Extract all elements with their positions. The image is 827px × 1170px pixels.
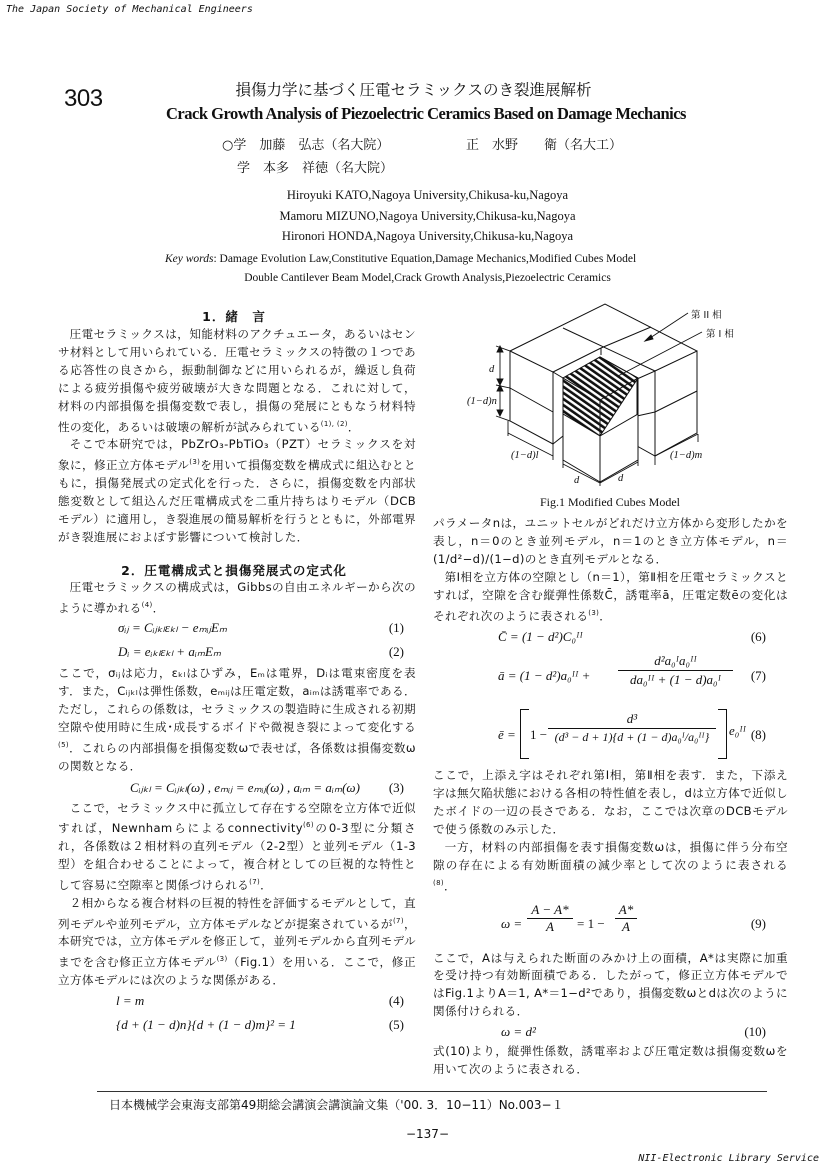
paragraph-connectivity: ここで，セラミックス中に孤立して存在する空隙を立方体で近似すれば，Newnhamらによるconnectivity$^{(6)}$の0-3型に分類され，各係数は２相材料の直列モデル（2-2型）と並列モデル（1-3型）を組合わせることによって，複合材としての巨視的な特性として容易に空隙率と関係づけられる$^{(7)}$． <box>58 800 416 892</box>
equation-9-numerator-2: A* <box>615 902 637 919</box>
equation-4: l = m <box>116 993 145 1009</box>
equation-9-lhs: ω = <box>501 915 523 931</box>
author-kato: ○学 加藤 弘志（名大院） <box>222 138 390 153</box>
equation-6-row <box>433 625 788 653</box>
citation: (7) <box>249 878 261 887</box>
paragraph-text: （Fig.1）を用いる．ここで，修正立方体モデルには次のような関係がある． <box>58 955 416 988</box>
label-dim-d-vertical: d <box>489 364 495 375</box>
citation: (5) <box>58 740 69 749</box>
paragraph-text: そこで本研究では，PbZrO₃-PbTiO₃（PZT）セラミックスを対象に，修正立方体モデル <box>58 437 416 473</box>
equation-2: Dᵢ = eᵢₖₗεₖₗ + aᵢₘEₘ <box>118 644 222 660</box>
author-mizuno: 正 水野 衛（名大工） <box>466 138 623 153</box>
paragraph-phases: 第Ⅰ相を立方体の空隙とし（n＝1），第Ⅱ相を圧電セラミックスとすれば，空隙を含む縦弾性係数C̄，誘電率ā，圧電定数ēの変化はそれぞれ次のように表される$^{(3)}$． <box>433 569 788 623</box>
paragraph-modified-cubes <box>58 895 416 990</box>
equation-1-number: (1) <box>388 620 404 636</box>
equation-10-row <box>433 1021 788 1043</box>
section-2-heading: 2．圧電構成式と損傷発展式の定式化 <box>121 562 347 578</box>
label-dim-l: (1−d)l <box>511 450 539 461</box>
equation-3-row <box>58 776 416 800</box>
citation: (4) <box>141 600 153 609</box>
equation-8-one: 1 − <box>530 727 548 743</box>
equation-9-denominator-1: A <box>546 918 554 934</box>
equation-9-row <box>433 900 788 950</box>
affiliation-kato: Hiroyuki KATO,Nagoya University,Chikusa-ku,Nagoya <box>286 188 569 202</box>
left-column <box>58 307 416 1038</box>
citation: (3) <box>588 608 600 617</box>
section-1-heading: 1．緒 言 <box>202 309 266 324</box>
equation-9-mid: = 1 − <box>577 915 605 931</box>
keywords-line2: Double Cantilever Beam Model,Crack Growth Analysis,Piezoelectric Ceramics <box>244 272 611 284</box>
paragraph-superscripts: ここで，上添え字はそれぞれ第Ⅰ相，第Ⅱ相を表す．また，下添え字は無欠陥状態における各相の特性値を表し，dは立方体で近似したボイドの一辺の長さである．なお，ここでは次章のDCBモデルで使う係数のみ示した． <box>433 768 788 837</box>
keywords-line1 <box>165 253 636 265</box>
equation-2-number: (2) <box>388 644 404 660</box>
label-dim-d-right: d <box>618 473 624 484</box>
equation-7-numerator: d²a₀ᴵa₀ᴵᴵ <box>618 653 733 671</box>
affiliation-honda: Hironori HONDA,Nagoya University,Chikusa-ku,Nagoya <box>281 229 574 243</box>
citation: (8) <box>433 878 444 887</box>
modified-cubes-figure <box>430 290 800 515</box>
author-honda: 学 本多 祥徳（名大院） <box>237 161 394 176</box>
library-service-footer: NII-Electronic Library Service <box>638 1153 819 1164</box>
paragraph-damage-variable: 一方，材料の内部損傷を表す損傷変数ωは，損傷に伴う分布空隙の存在による有効断面積の減少率として次のように表される$^{(8)}$． <box>433 839 788 893</box>
affiliations <box>0 185 827 247</box>
label-dim-d-left: d <box>574 475 580 486</box>
affiliation-mizuno: Mamoru MIZUNO,Nagoya University,Chikusa-ku,Nagoya <box>279 208 576 223</box>
equation-4-number: (4) <box>388 993 404 1009</box>
paragraph-text: 第Ⅰ相を立方体の空隙とし（n＝1），第Ⅱ相を圧電セラミックスとすれば，空隙を含む縦弾性係数C̄，誘電率ā，圧電定数ēの変化はそれぞれ次のように表される <box>433 569 788 623</box>
title-english: Crack Growth Analysis of Piezoelectric Ceramics Based on Damage Mechanics <box>166 104 686 123</box>
equation-9-fraction-2 <box>615 902 637 935</box>
paper-number: 303 <box>64 85 103 112</box>
label-phase-1: 第 I 相 <box>706 329 734 340</box>
paragraph-text: ，本研究では，立方体モデルを修正して，並列モデルから直列モデルまでを含む修正立方体モデル <box>58 916 416 970</box>
equation-8-rhs: e₀ᴵᴵ <box>729 723 747 739</box>
paragraph-text: 一方，材料の内部損傷を表す損傷変数ωは，損傷に伴う分布空隙の存在による有効断面積の減少率として次のように表される <box>433 839 788 872</box>
equation-8-fraction <box>548 711 716 745</box>
equation-6-number: (6) <box>750 629 766 645</box>
paragraph-constitutive: 圧電セラミックスの構成式は，Gibbsの自由エネルギーから次のように導かれる$^{(4)}$． <box>58 579 416 615</box>
equation-9-number: (9) <box>750 915 766 931</box>
equation-3-number: (3) <box>388 779 404 795</box>
equation-8-denominator: (d³ − d + 1){d + (1 − d)a₀ᴵ/a₀ᴵᴵ} <box>554 730 710 745</box>
paragraph-expression: 式(10)より，縦弾性係数，誘電率および圧電定数は損傷変数ωを用いて次のように表される． <box>433 1044 788 1077</box>
paragraph-text: を用いて損傷変数を構成式に組込むとともに，損傷発展式の定式化を行った．さらに，損傷変数を内部状態変数として組込んだ圧電構成式を二重片持ちはりモデル（DCBモデル）に適用し，き裂進展の簡易解析を行うとともに，外部電界がき裂進展におよぼす影響について検討した． <box>58 458 416 544</box>
right-column <box>433 515 788 1079</box>
equation-2-row <box>58 641 416 665</box>
label-phase-2: 第 II 相 <box>691 310 722 321</box>
figure-caption: Fig.1 Modified Cubes Model <box>540 495 680 509</box>
right-bracket <box>718 709 727 759</box>
equation-10: ω = d² <box>501 1024 536 1040</box>
society-header: The Japan Society of Mechanical Engineers <box>6 4 253 15</box>
equation-8-lhs: ē = <box>498 727 516 743</box>
paragraph-intro-1: 圧電セラミックスは，知能材料のアクチュエータ，あるいはセンサ材料として用いられている．圧電セラミックスの特徴の１つである応答性の良さから，振動制御などに用いられるが，繰返し負荷による疲労損傷や疲労破壊が大きな問題となる．これに対して，材料の内部損傷を損傷変数で表し，損傷の発展にともなう材料特性の変化，あるいは破壊の解析が試みられている$^{(1), (2)}$． <box>58 327 416 434</box>
equation-7-denominator: da₀ᴵᴵ + (1 − d)a₀ᴵ <box>630 672 721 688</box>
equation-5: {d + (1 − d)n}{d + (1 − d)m}² = 1 <box>116 1017 296 1033</box>
equation-8-row <box>433 705 788 767</box>
label-dim-m: (1−d)m <box>670 450 703 461</box>
keywords-text1: : Damage Evolution Law,Constitutive Equation,Damage Mechanics,Modified Cubes Model <box>213 253 637 265</box>
equation-7-row <box>433 653 788 699</box>
equation-6: C̄ = (1 − d²)C₀ᴵᴵ <box>498 629 583 645</box>
equation-1: σᵢⱼ = Cᵢⱼₖₗεₖₗ − eₘᵢⱼEₘ <box>118 620 228 636</box>
equation-4-row <box>58 990 416 1014</box>
keywords-label: Key words <box>165 253 214 265</box>
page-number: −137− <box>405 1127 449 1141</box>
label-dim-n: (1−d)n <box>467 396 497 407</box>
equation-9-denominator-2: A <box>622 918 630 934</box>
paragraph-text: 圧電セラミックスは，知能材料のアクチュエータ，あるいはセンサ材料として用いられている．圧電セラミックスの特徴の１つである応答性の良さから，振動制御などに用いられるが，繰返し負荷による疲労損傷や疲労破壊が大きな問題となる．これに対して，材料の内部損傷を損傷変数で表し，損傷の発展にともなう材料特性の変化，あるいは破壊の解析が試みられている <box>58 327 416 434</box>
equation-7-number: (7) <box>750 668 766 684</box>
paragraph-text: の0-3型に分類され，各係数は２相材料の直列モデル（2-2型）と並列モデル（1-3型）を組合わせることによって，複合材としての巨視的な特性として容易に空隙率と関係づけられる <box>58 821 416 892</box>
paragraph-text: ここで，σᵢⱼは応力，εₖₗはひずみ，Eₘは電界，Dᵢは電束密度を表す．また，Cᵢⱼₖₗは弾性係数，eₘᵢⱼは圧電定数，aᵢₘは誘電率である．ただし，これらの係数は，セラミックスの製造時に生成される初期空隙や使用時に生成･成長するボイドや微視き裂によって変化する <box>58 666 416 734</box>
equation-1-row <box>58 617 416 641</box>
equation-5-number: (5) <box>388 1017 404 1033</box>
equation-7-fraction <box>618 653 733 688</box>
citation: (1), (2) <box>320 419 348 428</box>
citation: (3) <box>216 955 228 964</box>
equation-3: Cᵢⱼₖₗ = Cᵢⱼₖₗ(ω) , eₘᵢⱼ = eₘᵢⱼ(ω) , aᵢₘ = aᵢₘ(ω) <box>130 779 360 795</box>
citation: (3) <box>189 458 201 467</box>
equation-9-numerator-1: A − A* <box>527 902 573 919</box>
paragraph-text: ．これらの内部損傷を損傷変数ωで表せば，各係数は損傷変数ωの関数となる． <box>58 740 416 773</box>
equation-5-row <box>58 1014 416 1038</box>
proceedings-citation: 日本機械学会東海支部第49期総会講演会講演論文集（'00. 3．10−11）No.003−１ <box>109 1098 564 1112</box>
equation-8-numerator: d³ <box>548 711 716 729</box>
paragraph-definitions <box>58 665 416 775</box>
footer-rule <box>97 1091 767 1092</box>
equation-7-lhs: ā = (1 − d²)a₀ᴵᴵ + <box>498 668 591 684</box>
paragraph-parameter-n: パラメータnは，ユニットセルがどれだけ立方体から変形したかを表し，n＝0のとき並列モデル，n＝1のとき立方体モデル，n＝(1/d²−d)/(1−d)のとき直列モデルとなる． <box>433 516 788 566</box>
paragraph-text: 圧電セラミックスの構成式は，Gibbsの自由エネルギーから次のように導かれる <box>58 579 416 615</box>
equation-9-fraction-1 <box>527 902 573 935</box>
paragraph-text: ２相からなる複合材料の巨視的特性を評価するモデルとして，直列モデルや並列モデル，立方体モデルなどが提案されているが <box>58 895 416 931</box>
paragraph-text: ここで，セラミックス中に孤立して存在する空隙を立方体で近似すれば，Newnhamらによるconnectivity <box>58 800 416 836</box>
left-bracket <box>520 709 529 759</box>
paragraph-area: ここで，Aは与えられた断面のみかけ上の面積，A*は実際に加重を受け持つ有効断面積である．したがって，修正立方体モデルではFig.1よりA＝1, A*＝1−d²であり，損傷変数ωとdは次のように関係付けられる． <box>433 950 788 1019</box>
equation-10-number: (10) <box>744 1024 766 1040</box>
title-japanese: 損傷力学に基づく圧電セラミックスのき裂進展解析 <box>235 81 592 99</box>
paragraph-intro-2 <box>58 436 416 546</box>
citation: (7) <box>392 916 404 925</box>
equation-8-number: (8) <box>750 727 766 743</box>
citation: (6) <box>302 821 314 830</box>
